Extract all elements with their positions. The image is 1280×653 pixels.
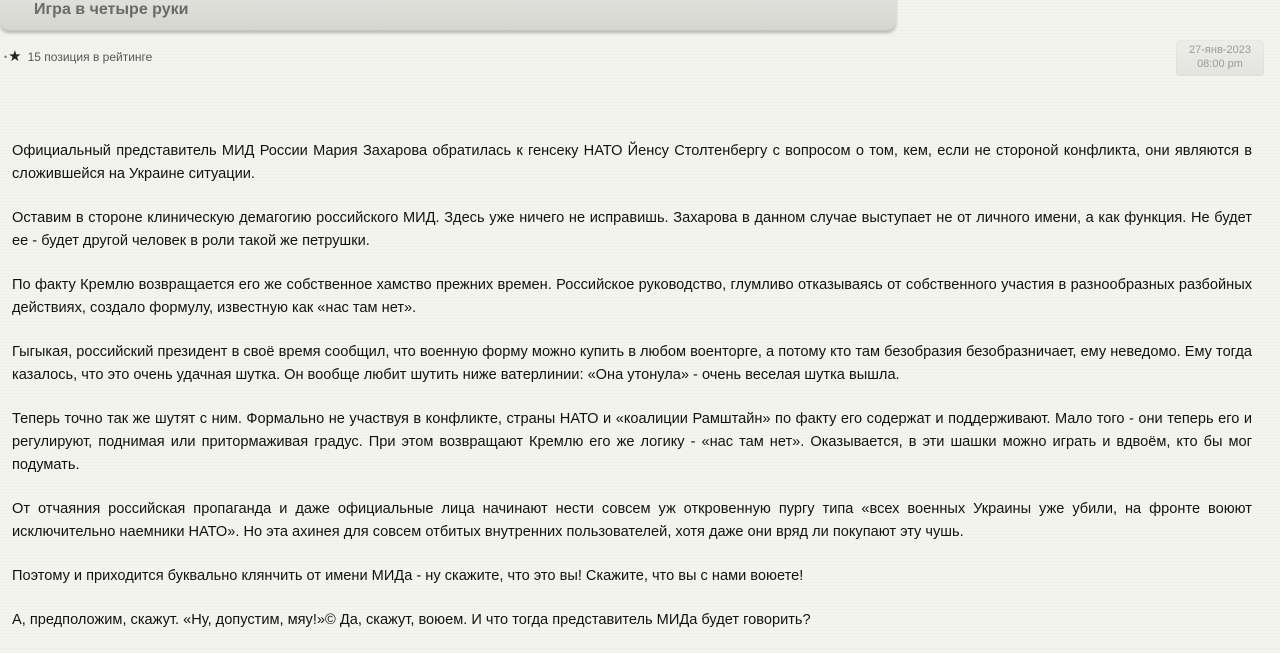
bullet-icon: • [4,52,8,62]
article-paragraph: А, предположим, скажут. «Ну, допустим, мяу!»© Да, скажут, воюем. И что тогда представитель МИДа будет говорить? [12,612,811,628]
article-paragraph: Гыгыкая, российский президент в своё время сообщил, что военную форму можно купить в любом военторге, а потому кто там безобразия безобразничает, ему неведомо. Ему тогда казалось, что это очень удачная шутка. Он вообще любит шутить ниже ватерлинии: «Она утонула» - очень веселая шутка вышла. [12,344,1252,383]
article-paragraph: Теперь точно так же шутят с ним. Формально не участвуя в конфликте, страны НАТО и «коалиции Рамштайн» по факту его содержат и поддерживают. Мало того - они теперь его и регулируют, поднимая или притормаживая градус. При этом возвращают Кремлю его же логику - «нас там нет». Оказывается, в эти шашки можно играть и вдвоём, кто бы мог подумать. [12,411,1252,473]
article-paragraph: По факту Кремлю возвращается его же собственное хамство прежних времен. Российское руководство, глумливо отказываясь от собственного участия в разнообразных разбойных действиях, создало формулу, известную как «нас там нет». [12,277,1252,316]
post-time: 08:00 pm [1197,58,1243,70]
article-body [12,140,1252,653]
rating-info [4,50,152,64]
article-paragraph: От отчаяния российская пропаганда и даже официальные лица начинают нести совсем уж откровенную пургу типа «всех военных Украины уже убили, на фронте воюют исключительно наемники НАТО». Но эта ахинея для совсем отбитых внутренних пользователей, хотя даже они вряд ли покупают эту чушь. [12,501,1252,540]
star-icon: ★ [8,48,22,65]
article-paragraph: Официальный представитель МИД России Мария Захарова обратилась к генсеку НАТО Йенсу Столтенбергу с вопросом о том, кем, если не стороной конфликта, они являются в сложившейся на Украине ситуации. [12,143,1252,182]
post-title-bar [0,0,896,31]
post-date-badge [1176,40,1264,76]
post-title[interactable]: Игра в четыре руки [34,1,189,18]
post-date: 27-янв-2023 [1189,44,1251,56]
article-paragraph: Оставим в стороне клиническую демагогию российского МИД. Здесь уже ничего не исправишь. Захарова в данном случае выступает не от личного имени, а как функция. Не будет ее - будет другой человек в роли такой же петрушки. [12,210,1252,249]
article-paragraph: Поэтому и приходится буквально клянчить от имени МИДа - ну скажите, что это вы! Скажите, что вы с нами воюете! [12,568,804,584]
rating-text: 15 позиция в рейтинге [27,50,153,64]
